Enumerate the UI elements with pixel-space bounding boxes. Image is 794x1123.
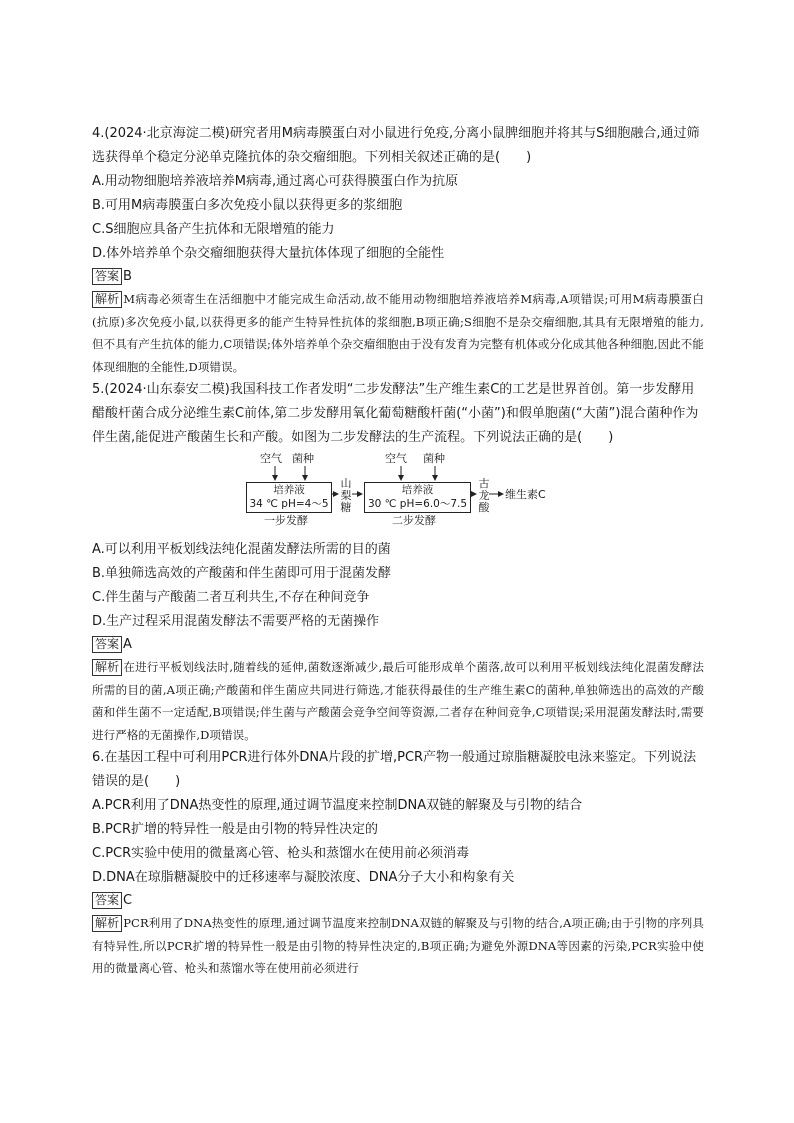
step2-condition: 30 ℃ pH=6.0～7.5 <box>367 498 468 510</box>
step1-medium-label: 培养液 <box>273 484 305 496</box>
question-4-explanation <box>92 288 704 378</box>
step2-label: 二步发酵 <box>392 514 436 527</box>
question-6-answer <box>92 890 704 912</box>
document-page <box>92 122 704 980</box>
question-6-option-c: C.PCR实验中使用的微量离心管、枪头和蒸馏水在使用前必须消毒 <box>92 846 470 861</box>
fermentation-flow-diagram <box>92 452 704 534</box>
strain-label-1: 菌种 <box>292 452 314 465</box>
answer-value: A <box>123 637 132 652</box>
question-6-stem: 6.在基因工程中可利用PCR进行体外DNA片段的扩增,PCR产物一般通过琼脂糖凝胶电泳来鉴定。下列说法错误的是( ) <box>92 750 697 789</box>
strain-label-2: 菌种 <box>423 452 445 465</box>
answer-value: B <box>123 269 132 284</box>
step2-medium-label: 培养液 <box>401 484 434 496</box>
explanation-text: 在进行平板划线法时,随着线的延伸,菌数逐渐减少,最后可能形成单个菌落,故可以利用平板划线法纯化混菌发酵法所需的目的菌,A项正确;产酸菌和伴生菌应共同进行筛选,才能获得最佳的生产维生素C的菌种,单独筛选出的高效的产酸菌和伴生菌不一定适配,B项错误;伴生菌与产酸菌会竞争空间等资源,二者存在种间竞争,C项错误;采用混菌发酵法时,需要进行严格的无菌操作,D项错误。 <box>92 660 704 742</box>
answer-tag: 答案 <box>92 892 122 909</box>
question-5-option-d: D.生产过程采用混菌发酵法不需要严格的无菌操作 <box>92 614 380 629</box>
explain-tag: 解析 <box>92 915 122 932</box>
gulonic-acid-label: 古 龙 酸 <box>478 477 490 514</box>
step1-condition: 34 ℃ pH=4～5 <box>249 498 329 510</box>
explain-tag: 解析 <box>92 659 122 676</box>
question-6-explanation <box>92 912 704 980</box>
question-4-option-a: A.用动物细胞培养液培养M病毒,通过离心可获得膜蛋白作为抗原 <box>92 174 459 189</box>
question-5-option-b: B.单独筛选高效的产酸菌和伴生菌即可用于混菌发酵 <box>92 566 392 581</box>
step1-medium-box <box>246 482 332 513</box>
question-5-answer <box>92 634 704 656</box>
air-label-1: 空气 <box>260 452 282 465</box>
explanation-text: M病毒必须寄生在活细胞中才能完成生命活动,故不能用动物细胞培养液培养M病毒,A项错误;可用M病毒膜蛋白(抗原)多次免疫小鼠,以获得更多的能产生特异性抗体的浆细胞,B项正确;S细胞不是杂交瘤细胞,其具有无限增殖的能力,但不具有产生抗体的能力,C项错误;体外培养单个杂交瘤细胞由于没有发育为完整有机体或分化成其他各种细胞,因此不能体现细胞的全能性,D项错误。 <box>92 292 704 374</box>
answer-tag: 答案 <box>92 268 122 285</box>
explanation-text: PCR利用了DNA热变性的原理,通过调节温度来控制DNA双链的解聚及与引物的结合,A项正确;由于引物的序列具有特异性,所以PCR扩增的特异性一般是由引物的特异性决定的,B项正确;为避免外源DNA等因素的污染,PCR实验中使用的微量离心管、枪头和蒸馏水等在使用前必须进行 <box>92 916 704 975</box>
question-4-stem: 4.(2024·北京海淀二模)研究者用M病毒膜蛋白对小鼠进行免疫,分离小鼠脾细胞并将其与S细胞融合,通过筛选获得单个稳定分泌单克隆抗体的杂交瘤细胞。下列相关叙述正确的是( ) <box>92 126 700 165</box>
step1-label: 一步发酵 <box>264 514 308 527</box>
sorbose-label: 山 梨 糖 <box>340 477 352 514</box>
question-4-option-b: B.可用M病毒膜蛋白多次免疫小鼠以获得更多的浆细胞 <box>92 198 403 213</box>
question-5-explanation <box>92 656 704 746</box>
question-4-option-c: C.S细胞应具备产生抗体和无限增殖的能力 <box>92 222 335 237</box>
step2-medium-box <box>364 482 471 513</box>
question-5-stem: 5.(2024·山东泰安二模)我国科技工作者发明“二步发酵法”生产维生素C的工艺是世界首创。第一步发酵用醋酸杆菌合成分泌维生素C前体,第二步发酵用氧化葡萄糖酸杆菌(“小菌”)和假单胞菌(“大菌”)混合菌种作为伴生菌,能促进产酸菌生长和产酸。如图为二步发酵法的生产流程。下列说法正确的是( ) <box>92 382 699 445</box>
question-6-option-d: D.DNA在琼脂糖凝胶中的迁移速率与凝胶浓度、DNA分子大小和构象有关 <box>92 870 515 885</box>
question-5-option-c: C.伴生菌与产酸菌二者互利共生,不存在种间竞争 <box>92 590 370 605</box>
answer-value: C <box>123 893 133 908</box>
answer-tag: 答案 <box>92 636 122 653</box>
vitamin-c-label: 维生素C <box>505 488 546 501</box>
question-6-option-a: A.PCR利用了DNA热变性的原理,通过调节温度来控制DNA双链的解聚及与引物的结合 <box>92 798 583 813</box>
question-4-option-d: D.体外培养单个杂交瘤细胞获得大量抗体体现了细胞的全能性 <box>92 246 445 261</box>
question-5-option-a: A.可以利用平板划线法纯化混菌发酵法所需的目的菌 <box>92 542 391 557</box>
explain-tag: 解析 <box>92 291 122 308</box>
question-4-answer <box>92 266 704 288</box>
air-label-2: 空气 <box>385 452 407 465</box>
question-6-option-b: B.PCR扩增的特异性一般是由引物的特异性决定的 <box>92 822 379 837</box>
